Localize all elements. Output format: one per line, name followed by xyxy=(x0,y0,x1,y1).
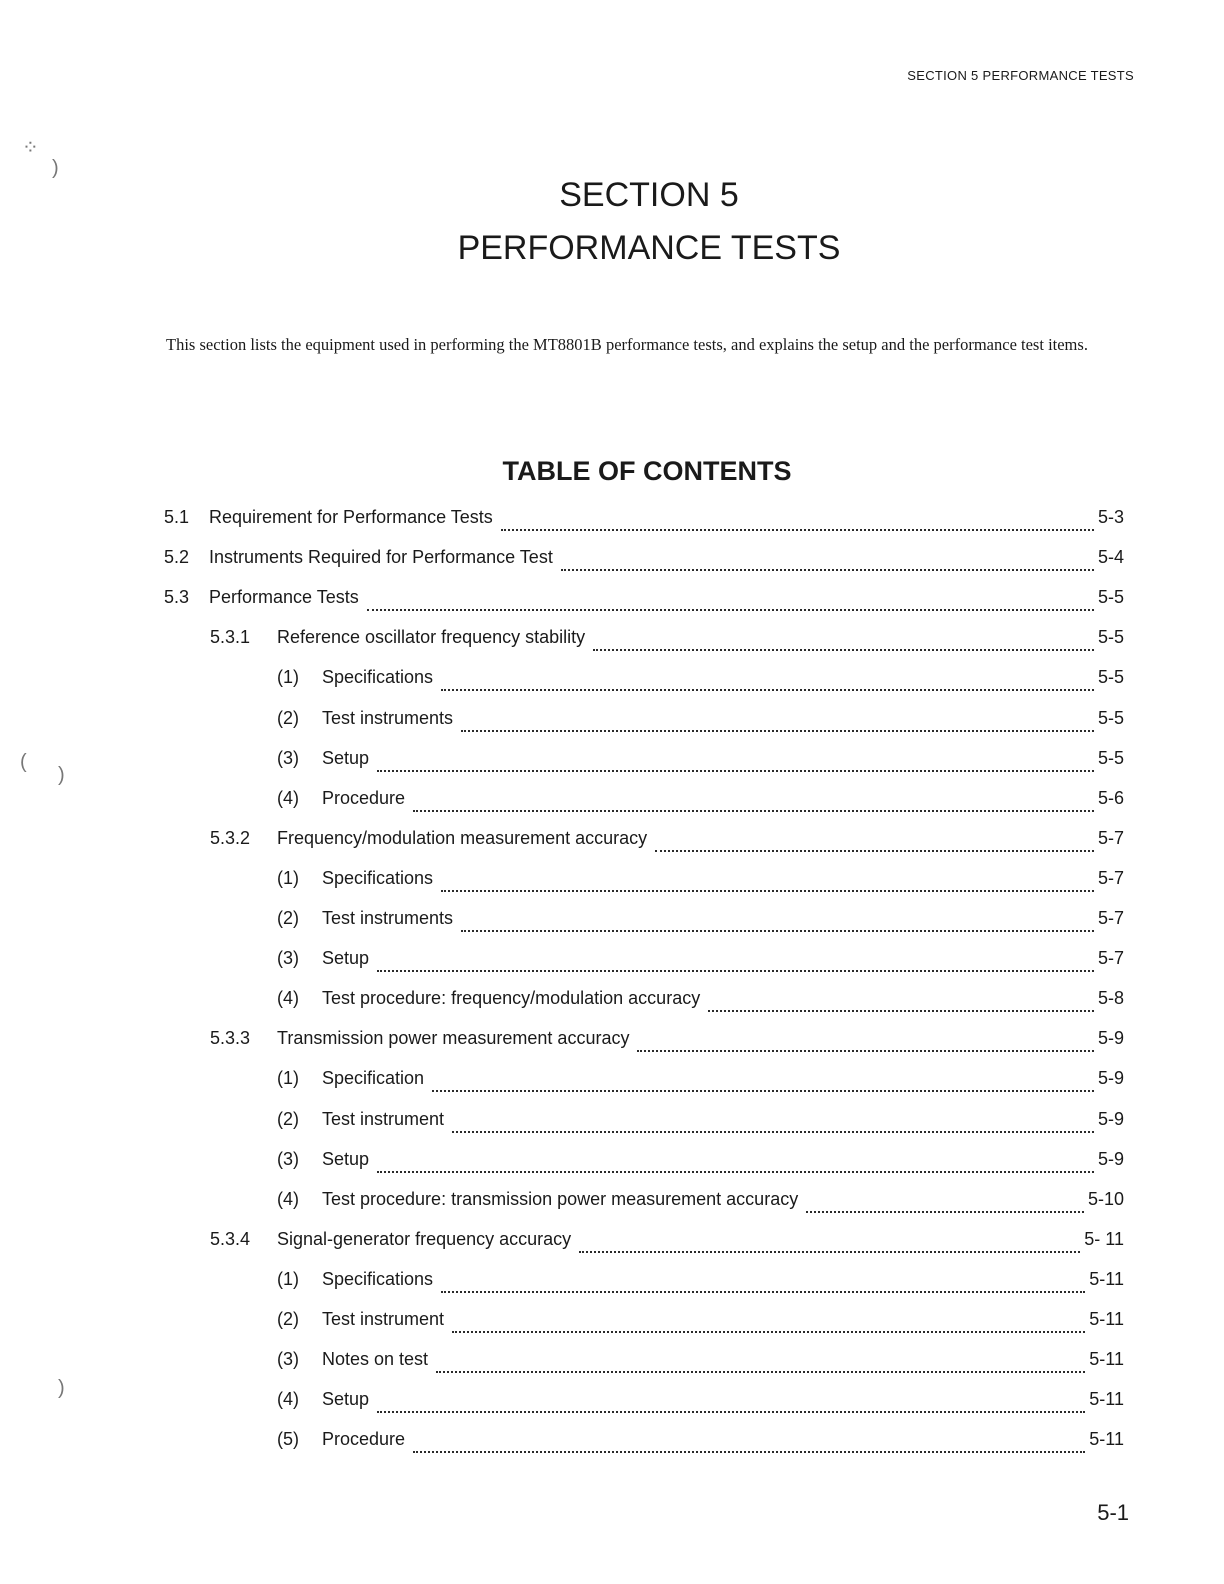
toc-entry-title: Test instrument xyxy=(322,1108,445,1129)
toc-entry-page: 5-11 xyxy=(1089,1268,1124,1289)
toc-entry-number: (1) xyxy=(277,1268,299,1289)
toc-entry-number: 5.3.2 xyxy=(210,827,251,848)
toc-entry[interactable] xyxy=(210,828,1124,858)
toc-entry[interactable] xyxy=(277,1269,1124,1299)
toc-entry-title: Test procedure: transmission power measurement accuracy xyxy=(322,1188,799,1209)
toc-entry-number: 5.3.1 xyxy=(210,627,251,648)
toc-entry-title: Specifications xyxy=(322,867,434,888)
scan-mark: ( xyxy=(20,751,27,773)
toc-entry-title: Setup xyxy=(322,948,370,969)
toc-entry[interactable] xyxy=(277,1068,1124,1098)
toc-heading: TABLE OF CONTENTS xyxy=(502,456,792,487)
toc-entry-number: 5.3 xyxy=(164,587,190,608)
dot-leader xyxy=(377,1151,1094,1173)
toc-entry-page: 5-5 xyxy=(1097,627,1124,648)
toc-entry[interactable] xyxy=(210,627,1124,657)
toc-entry[interactable] xyxy=(210,1229,1124,1259)
toc-entry-page: 5-5 xyxy=(1097,667,1124,688)
scan-mark: ) xyxy=(52,157,59,179)
dot-leader xyxy=(377,750,1094,772)
toc-entry-number: (3) xyxy=(277,1148,299,1169)
dot-leader xyxy=(432,1070,1094,1092)
dot-leader xyxy=(708,990,1094,1012)
dot-leader xyxy=(367,589,1094,611)
toc-entry-number: 5.2 xyxy=(164,547,190,568)
toc-entry-number: (4) xyxy=(277,1389,299,1410)
toc-entry-title: Frequency/modulation measurement accuracy xyxy=(277,827,648,848)
toc-entry[interactable] xyxy=(277,988,1124,1018)
toc-entry-page: 5-6 xyxy=(1097,787,1124,808)
toc-entry-page: 5-5 xyxy=(1097,707,1124,728)
toc-entry-title: Test procedure: frequency/modulation accuracy xyxy=(322,988,701,1009)
dot-leader xyxy=(461,910,1094,932)
toc-entry[interactable] xyxy=(277,667,1124,697)
toc-entry-title: Specification xyxy=(322,1068,425,1089)
toc-entry-title: Setup xyxy=(322,747,370,768)
toc-entry-page: 5-5 xyxy=(1097,587,1124,608)
toc-entry[interactable] xyxy=(277,1309,1124,1339)
toc-entry-page: 5-9 xyxy=(1097,1108,1124,1129)
toc-entry-title: Requirement for Performance Tests xyxy=(209,507,493,527)
toc-entry-page: 5-8 xyxy=(1097,988,1124,1009)
toc-entry-number: (3) xyxy=(277,1349,299,1370)
toc-entry-page: 5-3 xyxy=(1097,507,1124,527)
toc-entry-title: Test instruments xyxy=(322,908,454,928)
toc-entry-page: 5-9 xyxy=(1097,1068,1124,1089)
toc-entry-title: Performance Tests xyxy=(209,587,359,608)
scan-mark: ) xyxy=(58,1377,65,1399)
toc-entry-number: (1) xyxy=(277,667,299,688)
toc-entry-number: (1) xyxy=(277,867,299,888)
dot-leader xyxy=(441,1271,1085,1293)
dot-leader xyxy=(413,790,1094,812)
toc-entry-title: Setup xyxy=(322,1148,370,1169)
toc-entry-number: (3) xyxy=(277,747,299,768)
toc-entry-title: Test instrument xyxy=(322,1309,445,1329)
toc-entry-page: 5-10 xyxy=(1087,1188,1124,1209)
toc-entry-title: Notes on test xyxy=(322,1349,429,1370)
toc-entry[interactable] xyxy=(277,1389,1124,1419)
toc-entry-number: (4) xyxy=(277,988,299,1009)
dot-leader xyxy=(377,950,1094,972)
dot-leader xyxy=(593,629,1094,651)
toc-entry-number: (5) xyxy=(277,1429,299,1450)
toc-entry-page: 5-7 xyxy=(1097,867,1124,888)
toc-entry-number: (4) xyxy=(277,1188,299,1209)
dot-leader xyxy=(579,1231,1080,1253)
toc-entry-title: Reference oscillator frequency stability xyxy=(277,627,586,648)
toc-entry-page: 5-11 xyxy=(1089,1389,1124,1410)
toc-entry-title: Specifications xyxy=(322,667,434,688)
toc-entry-title: Signal-generator frequency accuracy xyxy=(277,1228,572,1249)
toc-entry-number: (4) xyxy=(277,787,299,808)
dot-leader xyxy=(806,1191,1084,1213)
scan-mark: ) xyxy=(58,764,65,786)
toc-entry-number: (2) xyxy=(277,707,299,728)
toc-entry-page: 5-7 xyxy=(1097,908,1124,928)
dot-leader xyxy=(452,1311,1085,1333)
toc-entry[interactable] xyxy=(164,547,1124,577)
toc-entry-title: Transmission power measurement accuracy xyxy=(277,1028,630,1049)
dot-leader xyxy=(441,870,1094,892)
toc-entry-number: (2) xyxy=(277,1309,299,1329)
toc-entry[interactable] xyxy=(164,587,1124,617)
intro-paragraph: This section lists the equipment used in performing the MT8801B performance tests, and explains the setup and the performance test items. xyxy=(166,334,1088,354)
toc-entry-title: Specifications xyxy=(322,1268,434,1289)
toc-entry-page: 5-7 xyxy=(1097,948,1124,969)
dot-leader xyxy=(441,669,1094,691)
toc-entry-number: 5.1 xyxy=(164,507,190,527)
dot-leader xyxy=(561,549,1094,571)
toc-entry[interactable] xyxy=(277,948,1124,978)
dot-leader xyxy=(436,1351,1085,1373)
dot-leader xyxy=(655,830,1094,852)
toc-entry[interactable] xyxy=(277,868,1124,898)
toc-entry-page: 5-9 xyxy=(1097,1028,1124,1049)
toc-entry-title: Setup xyxy=(322,1389,370,1410)
toc-entry[interactable] xyxy=(164,507,1124,537)
toc-entry-number: (2) xyxy=(277,908,299,928)
toc-entry[interactable] xyxy=(277,908,1124,938)
dot-leader xyxy=(413,1431,1085,1453)
toc-entry-title: Procedure xyxy=(322,1429,406,1450)
toc-entry[interactable] xyxy=(277,788,1124,818)
toc-entry[interactable] xyxy=(277,1149,1124,1179)
toc-entry-page: 5-9 xyxy=(1097,1148,1124,1169)
toc-entry-page: 5-11 xyxy=(1089,1349,1124,1370)
dot-leader xyxy=(461,710,1094,732)
toc-entry-title: Test instruments xyxy=(322,707,454,728)
toc-entry[interactable] xyxy=(277,1189,1124,1219)
section-title-number: SECTION 5 xyxy=(559,175,739,214)
toc-entry-number: (2) xyxy=(277,1108,299,1129)
toc-entry-number: (1) xyxy=(277,1068,299,1089)
toc-entry-page: 5- 11 xyxy=(1084,1228,1124,1249)
page-number: 5-1 xyxy=(1097,1500,1129,1525)
toc-entry-title: Procedure xyxy=(322,787,406,808)
toc-entry-page: 5-5 xyxy=(1097,747,1124,768)
dot-leader xyxy=(377,1391,1085,1413)
toc-entry[interactable] xyxy=(277,1109,1124,1139)
dot-leader xyxy=(637,1030,1094,1052)
section-title-name: PERFORMANCE TESTS xyxy=(457,228,841,267)
toc-entry[interactable] xyxy=(277,1349,1124,1379)
toc-entry-page: 5-11 xyxy=(1089,1429,1124,1450)
toc-entry-number: 5.3.3 xyxy=(210,1028,251,1049)
toc-entry[interactable] xyxy=(210,1028,1124,1058)
toc-entry[interactable] xyxy=(277,708,1124,738)
toc-entry-number: (3) xyxy=(277,948,299,969)
scan-mark: ⁘ xyxy=(22,137,39,159)
toc-entry-page: 5-4 xyxy=(1097,547,1124,568)
toc-entry-number: 5.3.4 xyxy=(210,1228,251,1249)
toc-entry[interactable] xyxy=(277,748,1124,778)
dot-leader xyxy=(501,509,1094,531)
dot-leader xyxy=(452,1111,1094,1133)
running-header: SECTION 5 PERFORMANCE TESTS xyxy=(907,68,1134,83)
toc-entry-page: 5-11 xyxy=(1089,1309,1124,1329)
toc-entry[interactable] xyxy=(277,1429,1124,1459)
toc-entry-title: Instruments Required for Performance Test xyxy=(209,547,553,568)
toc-entry-page: 5-7 xyxy=(1097,827,1124,848)
